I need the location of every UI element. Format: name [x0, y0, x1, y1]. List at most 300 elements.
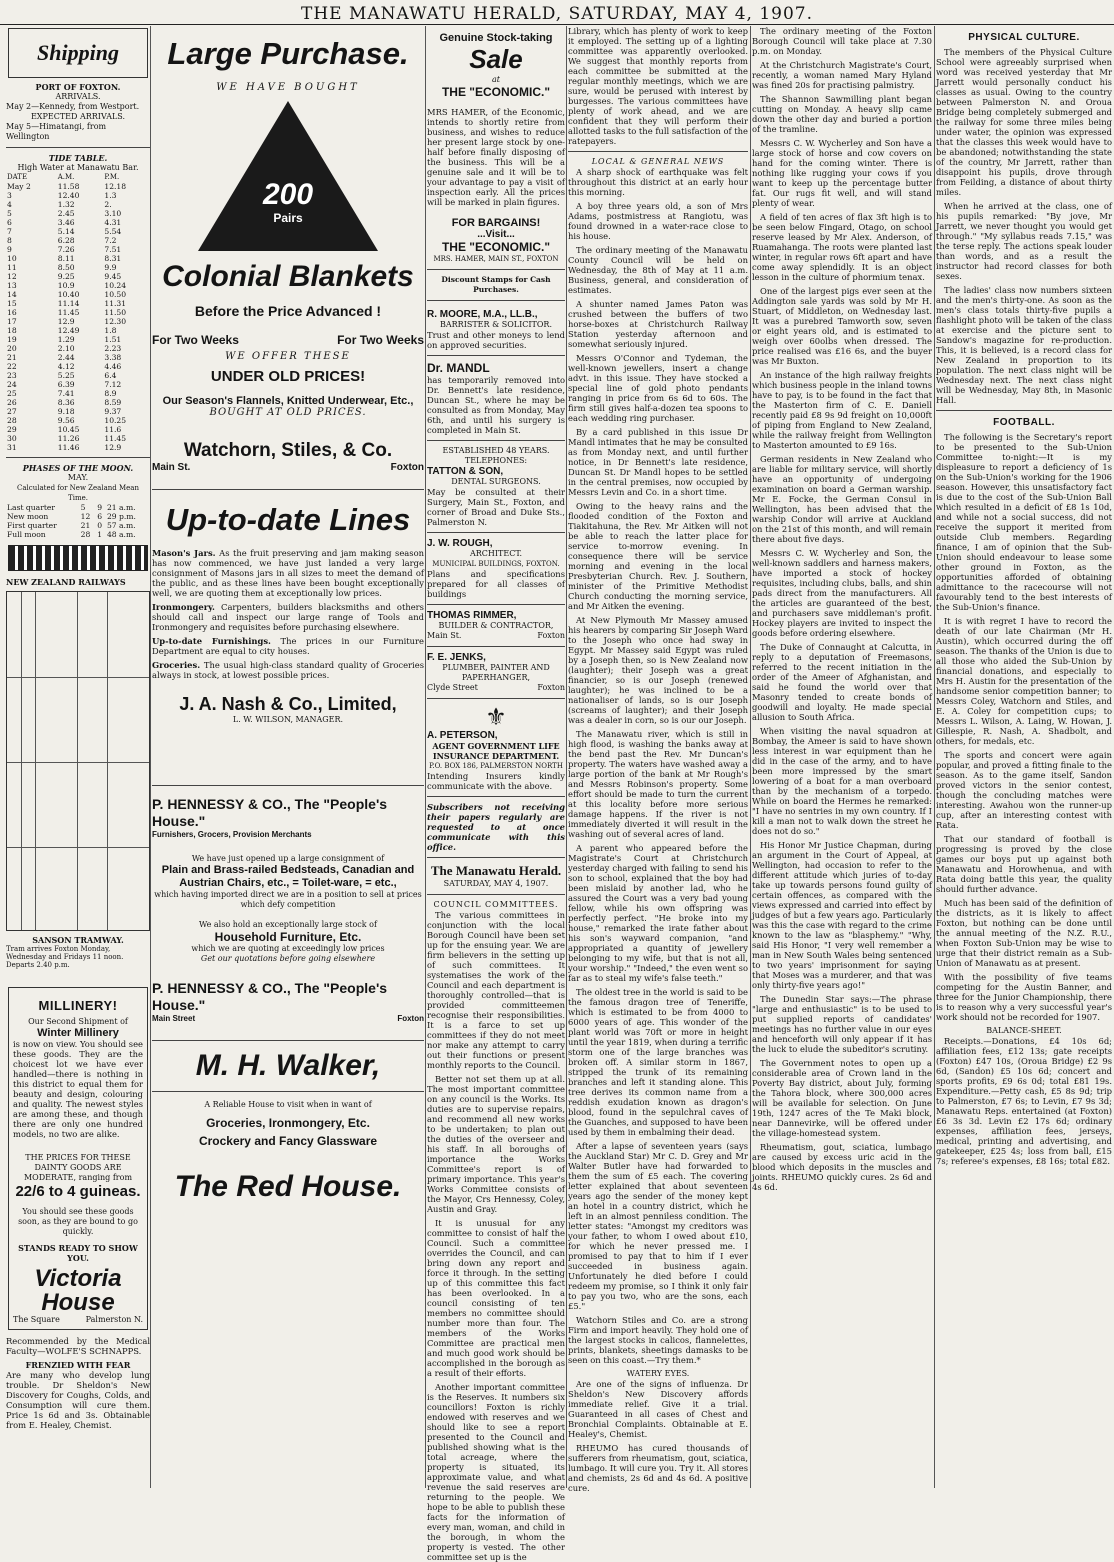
tide-row [6, 317, 150, 326]
tide-cell: 8.59 [104, 398, 122, 407]
wolfe-ad: Recommended by the Medical Faculty—WOLFE'S SCHNAPPS. [6, 1336, 150, 1356]
news-item: Watchorn Stiles and Co. are a strong Firm and import heavily. They hold one of the largest stocks in calicos, flannelettes, prints, blankets, sheetings damasks to be seen on this coast.—Try them.* [568, 1315, 748, 1365]
tide-cell: 4.46 [104, 362, 122, 371]
jenks-name: F. E. JENKS, [427, 652, 486, 663]
council-continued: Library, which has plenty of work to keep it employed. The setting up of a lighting committee was apparently overlooked. We suggest that monthly reports from each committee be submitted at the regular monthly meetings, which we are sure, would be perused with interest by burgesses. The various committees have plenty of work ahead, and we are confident that they will perform their allotted tasks to the full satisfaction of the ratepayers. [568, 26, 748, 146]
tide-cell: 2.45 [57, 209, 75, 218]
tide-row [6, 389, 150, 398]
tide-cell: 11.6 [104, 425, 122, 434]
column-rule-1 [150, 26, 151, 1488]
economic-text: MRS HAMER, of the Economic, intends to shortly retire from business, and wishes to reduce her present large stock by one-half before finally disposing of the business. This will be a genuine sale and it will be to your advantage to pay a visit of inspection early. All the prices will be marked in plain figures. [427, 107, 565, 207]
walker-heading: M. H. Walker, [195, 1049, 381, 1082]
tide-row [6, 371, 150, 380]
news-item: German residents in New Zealand who are liable for military service, will shortly have an opportunity of undergoing examination on board a German warship. Mr E. Focke, the German Consul in Wellington, has been advised that the warship Condor will arrive at Auckland on the 21st of this month, and will remain there about five days. [752, 454, 932, 544]
tide-cell: 21 [7, 353, 17, 362]
watery-heading: WATERY EYES. [626, 1369, 690, 1378]
watchorn-main-st: Main St. [152, 462, 191, 473]
tide-cell: 7 [7, 227, 12, 236]
two-weeks-right: For Two Weeks [337, 333, 424, 347]
nash-manager: L. W. WILSON, MANAGER. [232, 715, 344, 724]
tide-cell: 9.56 [57, 416, 75, 425]
moore-name: R. MOORE, M.A., LL.B., [427, 309, 538, 320]
tide-cell: 5.25 [57, 371, 75, 380]
tide-cell: 2.44 [57, 353, 75, 362]
council-paragraph: The various committees in conjunction with the local Borough Council have been set up for the ensuing year. We are firm believers in the setting up of such committees. It systematises the work of the Council and each department is thoroughly controlled—that is provided committeemen recognise their responsibilities. It is a farce to set up committees if they do not meet nor make any attempt to carry out their functions or present monthly reports to the Council. [427, 910, 565, 1070]
sale-heading: Sale [469, 44, 523, 74]
jenks-addr-1: Clyde Street [427, 683, 478, 692]
column-local-news [568, 26, 748, 1493]
rimmer-title: BUILDER & CONTRACTOR, [438, 621, 554, 630]
football-paragraph: With the possibility of five teams competing for the Austin Banner, and three for the Junior Championship, there is to reason why a very successful year's work should not be recorded for 1907. [936, 972, 1112, 1022]
news-item: Messrs O'Connor and Tydeman, the well-known jewellers, insert a change advt. in this issue. They have stocked a special line of gold photo pendants ranging in price from 6s 6d to 60s. The firm still gives half-a-dozen tea spoons to each wedding ring purchaser. [568, 353, 748, 423]
household: Household Furniture, Etc. [214, 930, 362, 944]
rheumo-text: RHEUMO has cured thousands of sufferers from rheumatism, gout, sciatica, lumbago. It will cure you. Try it. All stores and chemists, 2s 6d and 4s 6d. A positive cure. [568, 1443, 748, 1493]
tide-row [6, 245, 150, 254]
rough-text: Plans and specifications prepared for all classes of buildings [427, 569, 565, 599]
tide-header-cell: P.M. [104, 173, 120, 181]
tide-cell: 1.51 [104, 335, 122, 344]
tide-row [6, 398, 150, 407]
hennessy-heading-2: P. HENNESSY & CO., The "People's House." [152, 980, 388, 1013]
masthead: THE MANAWATU HERALD, SATURDAY, MAY 4, 1907. [300, 4, 814, 24]
moon-cell: 28 [80, 530, 91, 539]
tide-header-cell: DATE [7, 173, 28, 181]
column-advertisements [152, 26, 424, 1488]
tramway-text: Tram arrives Foxton Monday, Wednesday and Fridays 11 noon. Departs 2.40 p.m. [6, 945, 124, 969]
household-intro: We also hold an exceptionally large stock of [199, 920, 377, 929]
tide-cell: 3.10 [104, 209, 122, 218]
column-rule-5 [934, 26, 935, 1488]
tide-cell: 26 [7, 398, 17, 407]
news-item: The Shannon Sawmilling plant began cutting on Monday. A heavy slip came down the other day and buried a portion of the tramline. [752, 94, 932, 134]
masons-heading: Mason's Jars. [152, 548, 216, 558]
millinery-bold: Winter Millinery [37, 1027, 119, 1039]
physical-paragraph: The members of the Physical Culture School were agreeably surprised when word was received yesterday that Mr Jarrett would personally conduct his classes as usual. Owing to the country between Palmerston N. and Oroua Bridge being completely submerged and the railway for some three miles being under water, the opinion was expressed that the classes this week would have to be abandoned; notwithstanding the state of the country, Mr Jarrett, rather than disappoint his pupils, drove through from Feilding, a distance of about thirty miles. [936, 47, 1112, 197]
column-news-2 [752, 26, 932, 1488]
moon-cell: 29 p.m. [106, 512, 136, 521]
tide-cell: 11.45 [104, 434, 127, 443]
news-item: One of the largest pigs ever seen at the Addington sale yards was sold by Mr H. Stuart, of Middleton, on Wednesday last. It was a purebred Tamworth sow, seven or eight years old, and is estimated to weigh over 60olbs when dressed. The price realised was £16 6s, and the buyer was Mr Buxton. [752, 286, 932, 366]
tide-cell: 9 [7, 245, 12, 254]
moon-table [6, 503, 150, 539]
physical-culture-heading: PHYSICAL CULTURE. [968, 32, 1080, 43]
tide-cell: 5.54 [104, 227, 122, 236]
news-item: The ordinary meeting of the Foxton Borough Council will take place at 7.30 p.m. on Monday. [752, 26, 932, 56]
tide-cell: 2. [104, 200, 112, 209]
column-rule-3 [566, 26, 567, 1488]
household-sub: which we are quoting at exceedingly low prices [191, 944, 385, 953]
rimmer-addr-1: Main St. [427, 631, 462, 640]
tide-cell: 6.39 [57, 380, 75, 389]
tide-cell: 11 [7, 263, 17, 272]
hamer-address: MRS. HAMER, MAIN ST., FOXTON [433, 255, 559, 263]
moon-row [6, 503, 150, 512]
news-item: At New Plymouth Mr Massey amused his hearers by comparing Sir Joseph Ward to the Joseph who once had sway in Egypt. Mr Massey said Egypt was ruled by a Joseph then, so is New Zealand now (laughter); their Joseph was a great financier, so is our Joseph (renewed laughter); he was inclined to be a nationaliser of lands, so is our Joseph (screams of laughter); and their Joseph was a dealer in corn, so is our our Joseph. [568, 615, 748, 725]
tide-cell: 12.9 [104, 443, 122, 452]
tide-cell: 12.49 [57, 326, 80, 335]
port-heading: PORT OF FOXTON. [35, 82, 121, 92]
tide-title: TIDE TABLE. [48, 153, 108, 163]
expected-heading: EXPECTED ARRIVALS. [30, 112, 126, 121]
bargains: FOR BARGAINS! [451, 217, 541, 229]
furn-heading: Up-to-date Furnishings. [152, 636, 271, 646]
news-item: The Duke of Connaught at Calcutta, in reply to a deputation of Freemasons, referred to the recent initiation in the order of the Ameer of Afghanistan, and said he found the world over that Masonry tended to create bonds of goodwill and loyalty. He made special allusion to South Africa. [752, 642, 932, 722]
tide-row [6, 425, 150, 434]
tide-cell: 6.4 [104, 371, 117, 380]
moon-month: MAY. [67, 473, 89, 482]
news-item: His Honor Mr Justice Chapman, during an argument in the Court of Appeal, at Wellington, had occasion to refer to the different attitude which juries of to-day take up towards persons found guilty of certain offences, as compared with the views expressed and carried into effect by judges of but a few years ago. Particularly was this the case with regard to the crime known to the law as "blasphemy." "Why, said His Honor, "I very well remember a man in New South Wales being sentenced to two years' imprisonment for saying that Moses was a murderer, and that was only thirty-five years ago!" [752, 840, 932, 990]
news-item: The ordinary meeting of the Manawatu County Council will be held on Wednesday, the 8th of May at 11 a.m. Business, general, and consideration of estimates. [568, 245, 748, 295]
uptodate-lines: Up-to-date Lines [165, 502, 411, 537]
tide-cell: 1.32 [57, 200, 75, 209]
tide-cell: 11.26 [57, 434, 80, 443]
column-rule-2 [425, 26, 426, 1488]
millinery-ad [8, 987, 148, 1330]
victoria-addr-2: Palmerston N. [85, 1315, 143, 1324]
moon-cell: 1 [97, 530, 103, 539]
shipping-title: Shipping [37, 40, 119, 65]
mandl-name: Dr. MANDL [427, 361, 490, 375]
moon-cell: 21 [80, 521, 91, 530]
tide-cell: 24 [7, 380, 17, 389]
news-item: At the Christchurch Magistrate's Court, recently, a woman named Mary Hyland was fined 20s for practising palmistry. [752, 60, 932, 90]
under-old-prices: UNDER OLD PRICES! [210, 368, 366, 385]
news-item: Owing to the heavy rains and the flooded condition of the Foxton and Tiakitahuna, the Rev. Mr Aitken will not be able to reach the latter place for service to-morrow evening. In consequence there will be service morning and evening in the local Presbyterian Church. Rev. J. Southern, minister of the Primitive Methodist Church conducting the morning service, and Mr Aitken the evening. [568, 501, 748, 611]
tide-cell: 3.46 [57, 218, 75, 227]
seasons-flannels: Our Season's Flannels, Knitted Underwear, Etc., [162, 395, 414, 407]
tide-cell: 6.28 [57, 236, 75, 245]
rough-address: MUNICIPAL BUILDINGS, FOXTON. [432, 560, 560, 568]
price-range: 22/6 to 4 guineas. [15, 1183, 141, 1200]
tide-cell: 1.8 [104, 326, 117, 335]
peterson-name: A. PETERSON, [427, 730, 498, 741]
tide-cell: 12.18 [104, 182, 127, 191]
tide-cell: May 2 [7, 182, 31, 191]
iron-text: Carpenters, builders blacksmiths and others should call and inspect our large range of Tools and Ironmongery and requisites before purchasing elsewhere. [152, 602, 424, 632]
tide-cell: 1.3 [104, 191, 117, 200]
news-item: Messrs C. W. Wycherley and Son, the well-known saddlers and harness makers, have imported a stock of hockey requisites, including clubs, balls, and shin pads direct from the manufacturers. All the articles are guaranteed of the best, and purchasers save middleman's profit. Hockey players are invited to inspect the goods before ordering elsewhere. [752, 548, 932, 638]
moon-cell: New moon [7, 512, 49, 521]
tide-cell: 7.12 [104, 380, 122, 389]
moon-cell: 12 [80, 512, 91, 521]
tide-cell: 12 [7, 272, 17, 281]
tide-cell: 11.31 [104, 299, 127, 308]
rough-title: ARCHITECT. [469, 549, 523, 558]
tatton-title: DENTAL SURGEONS. [451, 477, 541, 486]
tide-cell: 9.37 [104, 407, 122, 416]
column-shipping [6, 26, 150, 1488]
football-paragraph: The sports and concert were again popular, and proved a fitting finale to the season. As to the game itself, Sandon proved victors in the senior contest, though the concluding matches were interesting. Awahou won the runner-up cup, after an interesting contest with Rata. [936, 750, 1112, 830]
tatton-established: ESTABLISHED 48 YEARS. [442, 446, 550, 455]
physical-paragraph: When he arrived at the class, one of his pupils remarked: "By jove, Mr Jarrett, we never thought you would get through." "My syllabus reads 7.15," was the terse reply. The actions speak louder than words, and as a result the instructor had record classes for both sexes. [936, 201, 1112, 281]
tide-row [6, 272, 150, 281]
news-item: A shunter named James Paton was crushed between the buffers of two horse-boxes at Christchurch Railway Station yesterday afternoon and somewhat seriously injured. [568, 299, 748, 349]
tide-cell: 12.9 [57, 317, 75, 326]
tide-cell: 8.50 [57, 263, 75, 272]
tide-cell: 12.40 [57, 191, 80, 200]
masons-text: As the fruit preserving and jam making season has now commenced, we have just landed a very large consignment of Masons jars in all sizes to meet the demand of the public, and as these lines have been bought exceptionally well, we are quoting them at exceptionally low prices. [152, 548, 425, 598]
rough-name: J. W. ROUGH, [427, 538, 493, 549]
tide-row [6, 290, 150, 299]
tide-cell: 7.41 [57, 389, 75, 398]
tide-row [6, 209, 150, 218]
arrival-1: May 2—Kennedy, from Westport. [6, 102, 140, 111]
pairs-number: 200 [262, 178, 314, 211]
tide-cell: 20 [7, 344, 17, 353]
tide-row [6, 227, 150, 236]
tide-cell: 10.45 [57, 425, 80, 434]
bedsteads: Plain and Brass-railed Bedsteads, Canadian and Austrian Chairs, etc., = Toilet-ware, = etc., [161, 864, 415, 889]
peterson-text: Intending Insurers kindly communicate with the above. [427, 771, 565, 791]
news-item: Rheumatism, gout, sciatica, lumbago are caused by excess uric acid in the blood which deposits in the muscles and joints. RHEUMO quickly cures. 2s 6d and 4s 6d. [752, 1142, 932, 1192]
tide-cell: 3.38 [104, 353, 122, 362]
balance-heading: BALANCE-SHEET. [986, 1026, 1062, 1035]
moon-cell: Full moon [7, 530, 46, 539]
jenks-addr-2: Foxton [537, 683, 565, 692]
column-rule-4 [750, 26, 751, 1488]
tatton-telephones: TELEPHONES: [464, 456, 528, 465]
railways-title: NEW ZEALAND RAILWAYS [6, 577, 126, 587]
moon-row [6, 512, 150, 521]
moon-cell: 0 [97, 521, 103, 530]
tide-cell: 15 [7, 299, 17, 308]
hennessy-sub-1: Furnishers, Grocers, Provision Merchants [152, 830, 312, 839]
moon-cell: 6 [97, 512, 103, 521]
hennessy-addr-1: Main Street [152, 1014, 196, 1023]
tide-row [6, 263, 150, 272]
shipping-banner [8, 28, 148, 78]
tide-cell: 9.25 [57, 272, 75, 281]
tide-row [6, 299, 150, 308]
tide-row [6, 236, 150, 245]
local-news-heading: LOCAL & GENERAL NEWS [591, 157, 725, 166]
subscribers-notice: Subscribers not receiving their papers regularly are requested to at once communicate with this office. [427, 802, 565, 852]
tide-row [6, 416, 150, 425]
tide-table [6, 173, 150, 452]
peterson-address: P.O. BOX 186, PALMERSTON NORTH [429, 762, 563, 770]
tide-cell: 3 [7, 191, 12, 200]
tide-cell: 8 [7, 236, 12, 245]
moon-cell: 9 [97, 503, 103, 512]
walker-goods: Groceries, Ironmongery, Etc. [206, 1116, 370, 1130]
rimmer-addr-2: Foxton [537, 631, 565, 640]
furn-text: The prices in our Furniture Department are equal to city houses. [152, 636, 424, 656]
tide-row [6, 407, 150, 416]
colonial-blankets: Colonial Blankets [162, 260, 414, 293]
moon-title: PHASES OF THE MOON. [22, 463, 134, 473]
tide-row [6, 443, 150, 452]
watery-text: Are one of the signs of influenza. Dr Sheldon's New Discovery affords immediate relief. Give it a trial. Guaranteed in all cases of Chest and Bronchial Complaints. Obtainable at E. Healey's, Chemist. [568, 1379, 748, 1439]
moon-cell: Last quarter [7, 503, 56, 512]
two-weeks-left: For Two Weeks [152, 333, 239, 347]
football-paragraph: The following is the Secretary's report to be presented to the Sub-Union Committee to-night:—It is my displeasure to report a deficiency of 1s on the Sub-Union's working for the 1906 season. However, this unsatisfactory fact is due to the cost of the Sub-Union Ball which resulted in a deficit of £8 1s 10d, and while not a social success, did not receive the support it merited from outside Club members. Regarding finance, I am of opinion that the Sub-Union should endeavour to lease some other ground in Foxton, as the opportunities afforded of obtaining admittance to the racecourse will not favourably tend to the best interests of the Sub-Union's finance. [936, 432, 1112, 612]
moore-text: Trust and other moneys to lend on approved securities. [427, 330, 565, 350]
herald-title: The Manawatu Herald. [430, 863, 562, 878]
tramway-title: SANSON TRAMWAY. [32, 935, 124, 945]
tide-row [6, 326, 150, 335]
watchorn-stiles: Watchorn, Stiles, & Co. [183, 440, 393, 461]
frenzied-heading: FRENZIED WITH FEAR [25, 1360, 131, 1370]
tide-row [6, 191, 150, 200]
quotations: Get our quotations before going elsewhere [200, 954, 376, 963]
herald-date: SATURDAY, MAY 4, 1907. [443, 879, 549, 888]
tide-cell: 2.10 [57, 344, 75, 353]
football-paragraph: It is with regret I have to record the death of our late Chairman (Mr H. Austin), which occurred during the off season. The thanks of the Union is due to all those who aided the Sub-Union by financial donations, and especially to Mrs H. Austin for the presentation of the handsome senior competition banner; to Messrs Coley, Watchorn and Stiles, and E. A. Coley for competition cups; to Messrs L. Wilson, A. Laing, W. Howan, J. Gillespie, R. Nash, A. Shadbolt, and others, for medals, etc. [936, 616, 1112, 746]
council-heading: COUNCIL COMMITTEES. [433, 900, 559, 909]
bought-old: BOUGHT AT OLD PRICES. [209, 407, 367, 418]
tide-row [6, 200, 150, 209]
football-heading: FOOTBALL. [993, 417, 1055, 428]
tide-cell: 11.50 [104, 308, 127, 317]
tide-row [6, 362, 150, 371]
news-item: The Manawatu river, which is still in high flood, is washing the banks away at the bend past the Rev. Mr Duncan's property. The waters have washed away a large portion of the bank at Mr Rough's and Messrs Robinson's property. Some effort should be made to turn the current at this locality before more serious damage happens. If the river is not immediately diverted it will result in the washing out of several acres of land. [568, 729, 748, 839]
bedsteads-intro: We have just opened up a large consignment of [191, 854, 385, 863]
moore-title: BARRISTER & SOLICITOR. [439, 320, 552, 329]
tide-cell: 30 [7, 434, 17, 443]
news-item: The Government notes to open up a considerable area of Crown land in the Poverty Bay district, about July, forming the Tahora block, where 300,000 acres will be available for selection. On June 19th, 1247 acres of the Te Maki block, near Dannevirke, will be offered under the village-homestead system. [752, 1058, 932, 1138]
hennessy-heading-1: P. HENNESSY & CO., The "People's House." [152, 796, 388, 829]
balance-text: Receipts.—Donations, £4 10s 6d; affiliation fees, £12 13s; gate receipts (Foxton) £47 10s, (Oroua Bridge) £2 9s 6d, (Sandon) £5 10s 6d; concert and sports profits, £9 6s 0d; total £81 19s. Expenditure.—Petty cash, £5 8s 9d; trip to Palmerston, £7 6s; to Levin, £7 9s 3d; Manawatu Reps. entertained (at Foxton) £6 3s 3d. Levin £2 17s 6d; ordinary expenses, affiliation fees, jerseys, medical, printing and advertising, and gatekeeper, £25 4s; loss from ball, £15 7s; referee's expenses, £8 16s; total £82. [936, 1036, 1112, 1166]
tide-row [6, 335, 150, 344]
crest-icon: ⚜ [485, 703, 507, 731]
tide-cell: 7.2 [104, 236, 117, 245]
tide-cell: 6 [7, 218, 12, 227]
tide-cell: 10.24 [104, 281, 127, 290]
train-illustration [8, 545, 148, 571]
tide-row [6, 218, 150, 227]
millinery-intro: Our Second Shipment of [28, 1017, 128, 1026]
tide-row [6, 380, 150, 389]
pairs-word: Pairs [273, 211, 303, 225]
news-item: A sharp shock of earthquake was felt throughout this district at an early hour this morning. [568, 167, 748, 197]
tide-row [6, 254, 150, 263]
we-offer: WE OFFER THESE [225, 351, 351, 362]
tide-cell: 8.31 [104, 254, 122, 263]
football-paragraph: That our standard of football is progressing is proved by the close games our boys put up against both Manawatu and Horowhenua, and with Rata doing battle this year, the quality should further advance. [936, 834, 1112, 894]
tide-cell: 18 [7, 326, 17, 335]
watchorn-foxton: Foxton [390, 462, 424, 473]
nash-limited: J. A. Nash & Co., Limited, [179, 694, 397, 714]
tatton-name: TATTON & SON, [427, 466, 504, 477]
pairs-triangle [198, 101, 378, 251]
tide-cell: 11.45 [57, 308, 80, 317]
news-item: Messrs C. W. Wycherley and Son have a large stock of horse and cow covers on hand for the coming winter. There is nothing like rugging your cows if you want to keep up the percentage butter fat. Our rugs fit well, and will stand plenty of wear. [752, 138, 932, 208]
visit: ...Visit... [477, 229, 515, 240]
tide-cell: 4 [7, 200, 12, 209]
tide-cell: 16 [7, 308, 17, 317]
tide-cell: 13 [7, 281, 17, 290]
frenzied-text: Are many who develop lung trouble. Dr Sheldon's New Discovery for Coughs, Colds, and Consumption will cure them. Price 1s 6d and 3s. Obtainable from E. Healey, Chemist. [6, 1370, 150, 1430]
tide-cell: 8.36 [57, 398, 75, 407]
tide-cell: 22 [7, 362, 17, 371]
council-paragraph: Better not set them up at all. The most important committee on any council is the Works. Its duties are to supervise repairs, and recommend all new works to be undertaken; to plan out the duties of the overseer and his staff. In all boroughs of importance the Works Committee's report is of primary importance. This year's Works Committee consists of the Mayor, Crs Hennessy, Coley, Austin and Gray. [427, 1074, 565, 1214]
arrival-2: May 5—Himatangi, from Wellington [6, 122, 107, 141]
tide-cell: 10.9 [57, 281, 75, 290]
victoria-addr-1: The Square [13, 1315, 60, 1324]
tide-cell: 19 [7, 335, 17, 344]
tide-cell: 12.30 [104, 317, 127, 326]
tide-row [6, 281, 150, 290]
tide-cell: 25 [7, 389, 17, 398]
tide-cell: 5 [7, 209, 12, 218]
tide-row [6, 353, 150, 362]
tide-subtitle: High Water at Manawatu Bar. [17, 163, 139, 172]
news-item: By a card published in this issue Dr Mandl intimates that he may be consulted as from Monday next, and until further notice, in Dr Bennett's late residence, Duncan St. Dr Mandl hopes to be settled in the central premises, now occupied by Messrs Levin and Co. in a short time. [568, 427, 748, 497]
economic-heading: THE "ECONOMIC." [441, 85, 551, 99]
news-item: An instance of the high railway freights which business people in the inland towns have to pay, is to be found in the fact that the Masterton firm of C. E. Daniell recently paid £8 9s 9d freight on 10,000ft of piping from England to New Zealand, while the railway freight from Wellington to Masterton amounted to £9 16s. [752, 370, 932, 450]
walker-intro: A Reliable House to visit when in want of [204, 1100, 372, 1109]
tide-cell: 9.9 [104, 263, 117, 272]
news-item: The oldest tree in the world is said to be the famous dragon tree of Teneriffe, which is estimated to be from 4000 to 6000 years of age. This wonder of the plant world was 70ft or more in height until the year 1819, when during a terrific storm one of the large branches was broken off. A similar storm in 1867, stripped the trunk of its remaining branches and left it standing alone. This tree derives its common name from a reddish exudation known as dragon's blood, found in the sepulchral caves of the Guanches, and supposed to have been used by them in embalming their dead. [568, 987, 748, 1137]
iron-heading: Ironmongery. [152, 602, 215, 612]
tide-cell: 11.14 [57, 299, 80, 308]
at-the: at [492, 75, 500, 84]
moon-cell: 57 a.m. [106, 521, 136, 530]
tide-cell: 7.26 [57, 245, 75, 254]
tide-row [6, 434, 150, 443]
large-purchase-heading: Large Purchase. [167, 36, 409, 71]
tide-cell: 9.45 [104, 272, 122, 281]
tide-cell: 27 [7, 407, 17, 416]
red-house: The Red House. [174, 1170, 402, 1203]
moon-row [6, 530, 150, 539]
tide-cell: 1.29 [57, 335, 75, 344]
tide-cell: 23 [7, 371, 17, 380]
moon-cell: 21 a.m. [106, 503, 136, 512]
tide-cell: 10.50 [104, 290, 127, 299]
tide-row [6, 344, 150, 353]
moon-row [6, 521, 150, 530]
tide-cell: 7.51 [104, 245, 122, 254]
millinery-text: is now on view. You should see these goods. They are the choicest lot we have ever handled—there is nothing in this district to equal them for beauty and design, colouring and quality. The newest styles are among these, and though there are only one hundred models, no two are alike. [13, 1039, 143, 1139]
groc-heading: Groceries. [152, 660, 201, 670]
economic-heading-2: THE "ECONOMIC." [441, 240, 551, 254]
tide-cell: 9.18 [57, 407, 75, 416]
news-item: A parent who appeared before the Magistrate's Court at Christchurch yesterday charged with failing to send his son to school, explained that the boy had been mislaid by another lad, who he assured the Court was a very bad young fellow, while his own offspring was perfectly perfect. "He broke into my house," remarked the irate father about his son's wayward companion, "and appropriated a quantity of jewellery belonging to my wife, but that is not all, your worship." "Indeed," the even went so far as to steal my wife's false teeth." [568, 843, 748, 983]
tide-cell: 14 [7, 290, 17, 299]
before-price: Before the Price Advanced ! [194, 303, 382, 319]
tide-cell: 31 [7, 443, 17, 452]
tide-cell: 29 [7, 425, 17, 434]
tide-cell: 4.12 [57, 362, 75, 371]
railway-timetable [6, 591, 150, 931]
bedsteads-sub: which having imported direct we are in a position to sell at prices which defy competition [154, 890, 422, 909]
millinery-title: MILLINERY! [38, 998, 118, 1013]
news-item: A field of ten acres of flax 3ft high is to be seen below Fingard, Otago, on school reserve leased by Mr Alex. Anderson, of Ruamahanga. The roots were planted last winter, in regular rows 6ft apart and have come away splendidly. It is an object lesson in the culture of phormium tenax. [752, 212, 932, 282]
tide-cell: 8.11 [57, 254, 75, 263]
tatton-text: May be consulted at their Surgery, Main St., Foxton, and corner of Broad and Duke Sts., Palmerston N. [427, 487, 565, 527]
tide-cell: 11.46 [57, 443, 80, 452]
news-item: A boy three years old, a son of Mrs Adams, postmistress at Rangiotu, was found drowned in a water-race close to his house. [568, 201, 748, 241]
moon-cell: First quarter [7, 521, 57, 530]
tide-cell: 10 [7, 254, 17, 263]
physical-paragraph: The ladies' class now numbers sixteen and the men's thirty-one. As soon as the men's class totals thirty-five pupils a flashlight photo will be taken of the class at exercise and the picture sent to Sandow's magazine for re-production. This, it is believed, is a record class for New Zealand in proportion to its population. The next class night will be Wednesday next. The next class night will be Wednesday, May 8th, in Masonic Hall. [936, 285, 1112, 405]
tide-cell: 11.58 [57, 182, 80, 191]
hennessy-addr-2: Foxton [397, 1014, 424, 1023]
groc-text: The usual high-class standard quality of Groceries always in stock, at lowest possible prices. [152, 660, 424, 680]
tide-cell: 10.25 [104, 416, 127, 425]
tide-cell: 10.40 [57, 290, 80, 299]
tide-cell: 2.23 [104, 344, 122, 353]
council-paragraph: It is unusual for any committee to consist of half the Council. Such a committee overrides the Council, and can bring down any report and force it through. In the setting up of this committee this fact has been overlooked. In a council consisting of ten members no committee should number more than four. The members of the Works Committee are practical men and much good work should be accomplished in the borough as a result of their efforts. [427, 1218, 565, 1378]
moon-cell: 5 [80, 503, 86, 512]
tide-cell: 8.9 [104, 389, 117, 398]
millinery-close: You should see these goods soon, as they are bound to go quickly. [18, 1207, 138, 1236]
news-item: After a lapse of seventeen years (says the Auckland Star) Mr C. D. Grey and Mr Walter Butler have had forwarded to them the sum of £5 each. The covering letter explained that about seventeen years ago the sender of the money kept an hotel in a country district, which he left in an almost penniless condition. The letter states: "Amongst my creditors was your father, to whom I owed about £10, for which he never pressed me. I promised to pay that to him if I ever succeeded in business again. Unfortunately he died before I could redeem my promise, so I think it only fair to pay you two, who are the sons, each £5." [568, 1141, 748, 1311]
victoria-house: Victoria House [34, 1265, 122, 1316]
tide-cell: 4.31 [104, 218, 122, 227]
moon-cell: 48 a.m. [106, 530, 136, 539]
